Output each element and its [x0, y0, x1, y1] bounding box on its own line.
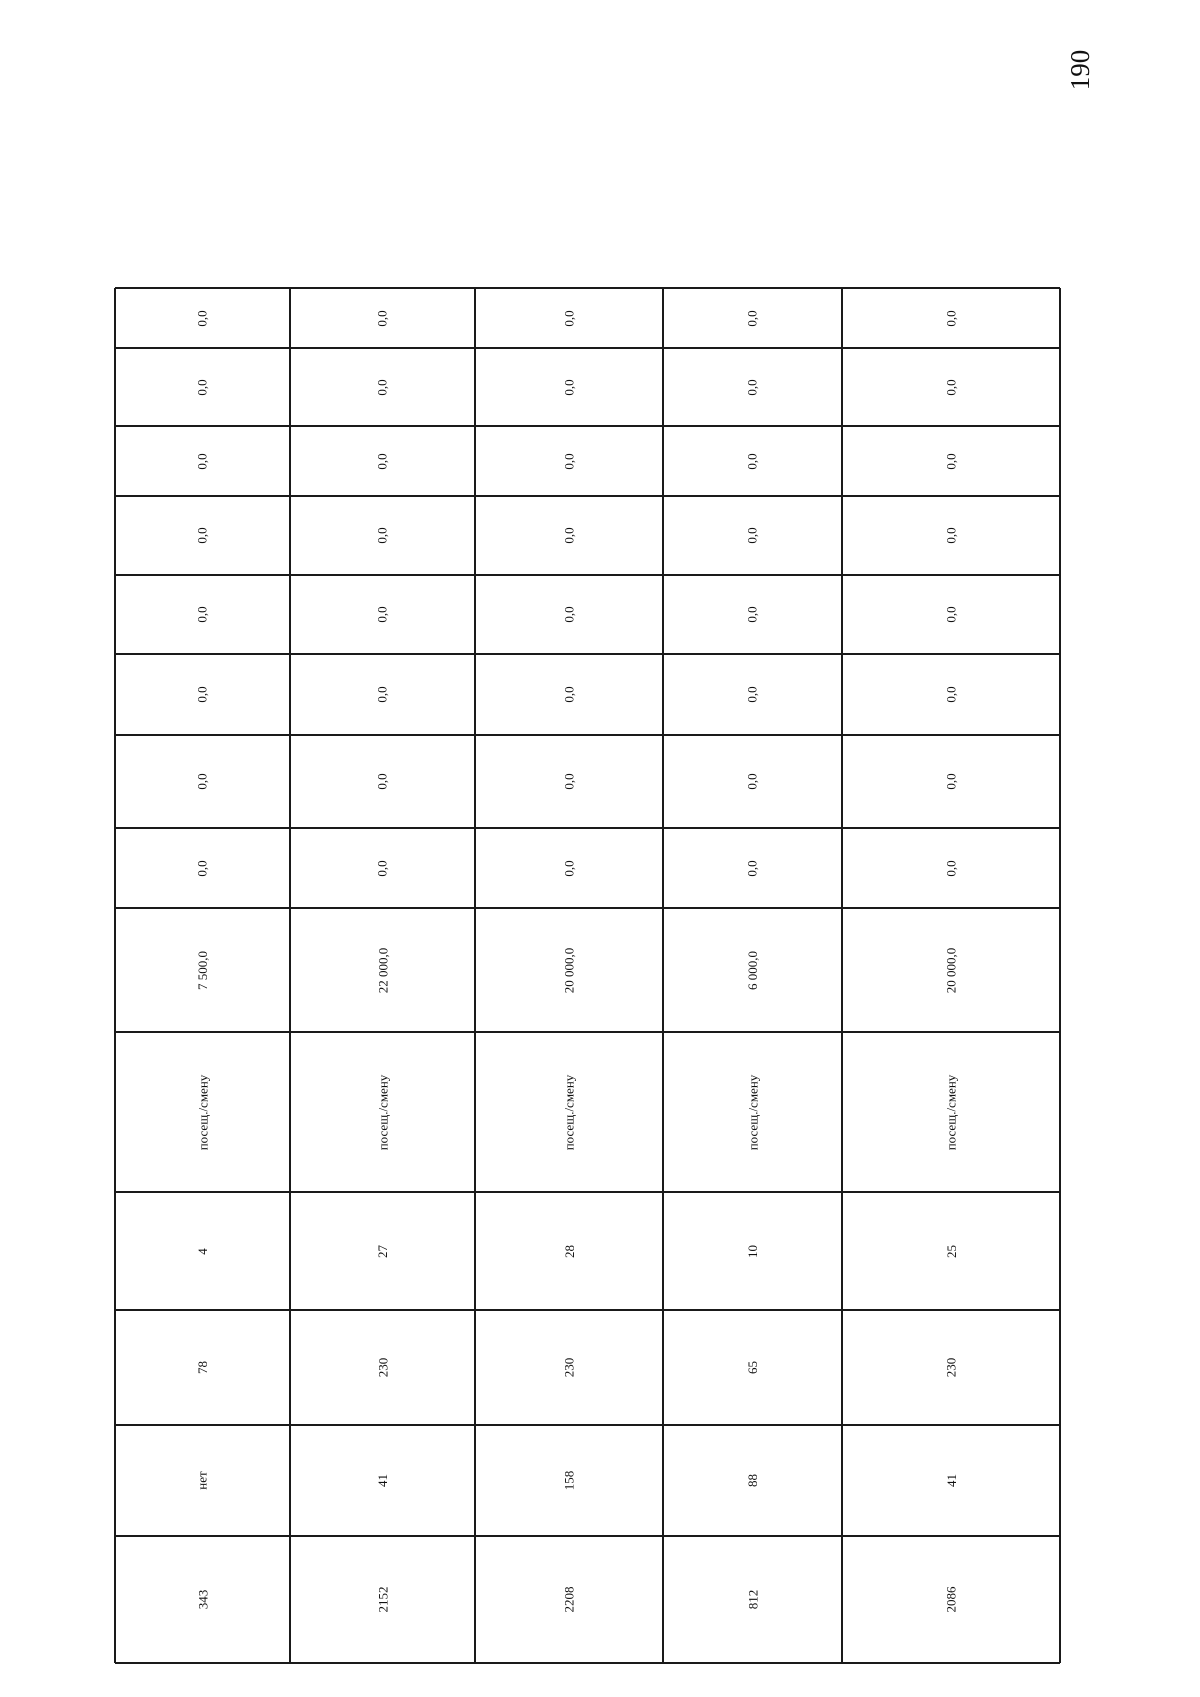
table-cell-text: 0,0	[561, 452, 577, 470]
table-cell	[115, 348, 290, 426]
table-cell	[115, 1425, 290, 1536]
table-cell-text: 0,0	[195, 859, 210, 877]
table-cell	[475, 654, 663, 735]
table-cell-text: 0,0	[375, 686, 390, 703]
table-cell	[115, 426, 290, 496]
table-cell	[842, 348, 1060, 426]
table-cell-text: 6 000,0	[745, 950, 760, 990]
table-cell-text: посещ./смену	[561, 1074, 577, 1150]
table-cell-text: 22 000,0	[375, 947, 390, 993]
table-cell-text: 0,0	[745, 452, 760, 470]
table-cell-text: 343	[195, 1589, 210, 1610]
table-cell	[290, 348, 475, 426]
table-cell-text: посещ./смену	[374, 1074, 390, 1150]
table-cell-text: 41	[943, 1474, 959, 1487]
table-cell	[115, 1192, 290, 1310]
table-cell-text: 0,0	[943, 452, 959, 470]
table-cell	[115, 828, 290, 908]
table-cell-text: 0,0	[375, 309, 390, 327]
table-cell-text: 4	[195, 1247, 210, 1255]
table-cell	[290, 496, 475, 575]
table-cell-text: 0,0	[745, 527, 760, 544]
table-cell	[290, 575, 475, 654]
page-number	[1050, 40, 1110, 100]
table-cell-text: 0,0	[195, 452, 210, 470]
table-cell-text: 0,0	[195, 773, 210, 790]
table-cell	[663, 1032, 842, 1192]
table-cell	[842, 1032, 1060, 1192]
table-cell-text: 0,0	[195, 378, 210, 396]
table-cell	[475, 575, 663, 654]
table-cell	[115, 288, 290, 348]
table-cell-text: 0,0	[195, 527, 210, 544]
table-cell	[290, 1032, 475, 1192]
table-cell	[290, 654, 475, 735]
table-cell	[475, 1310, 663, 1425]
table-cell-text: 0,0	[375, 859, 390, 877]
table-cell	[290, 288, 475, 348]
table-cell	[663, 288, 842, 348]
table-cell	[842, 735, 1060, 828]
table-cell	[290, 1536, 475, 1663]
table-cell-text: 0,0	[561, 527, 577, 544]
table-cell-text: 0,0	[745, 773, 760, 790]
table-cell-text: 0,0	[745, 378, 760, 396]
data-table	[115, 288, 1060, 1663]
table-cell	[115, 1032, 290, 1192]
table-cell-text: 0,0	[943, 527, 959, 544]
table-cell	[290, 1310, 475, 1425]
table-cell	[663, 426, 842, 496]
table-cell	[663, 1192, 842, 1310]
table-cell-text: 0,0	[943, 859, 959, 877]
table-cell	[663, 575, 842, 654]
table-cell	[115, 654, 290, 735]
table-cell-text: 2086	[943, 1586, 959, 1613]
table-cell	[115, 1536, 290, 1663]
table-cell	[290, 908, 475, 1032]
table-cell	[842, 575, 1060, 654]
table-cell-text: 2208	[561, 1586, 577, 1613]
table-cell-text: 78	[195, 1361, 210, 1374]
table-cell	[475, 288, 663, 348]
table-cell-text: 230	[561, 1357, 577, 1378]
table-cell-text: 0,0	[561, 606, 577, 623]
table-cell	[290, 426, 475, 496]
table-cell	[290, 1425, 475, 1536]
table-cell	[842, 426, 1060, 496]
table-cell-text: 7 500,0	[195, 950, 210, 990]
table-cell	[663, 1536, 842, 1663]
table-cell	[475, 348, 663, 426]
table-cell	[842, 1310, 1060, 1425]
table-cell-text: 10	[745, 1244, 760, 1258]
table-cell-text: 158	[561, 1470, 577, 1491]
table-cell	[842, 908, 1060, 1032]
table-cell-text: 0,0	[561, 309, 577, 327]
table-cell	[115, 735, 290, 828]
table-cell	[663, 496, 842, 575]
table-cell	[475, 1536, 663, 1663]
table-cell-text: 0,0	[375, 378, 390, 396]
table-cell	[663, 1425, 842, 1536]
table-cell-text: посещ./смену	[194, 1074, 210, 1150]
table-cell-text: 88	[745, 1474, 760, 1487]
table-cell-text: посещ./смену	[943, 1074, 959, 1150]
table-cell	[842, 1536, 1060, 1663]
table-cell	[663, 348, 842, 426]
table-cell	[663, 828, 842, 908]
table-cell	[842, 828, 1060, 908]
table-cell	[290, 1192, 475, 1310]
table-cell-text: 0,0	[195, 309, 210, 327]
table-cell	[475, 426, 663, 496]
table-cell-text: 0,0	[375, 452, 390, 470]
table-cell	[475, 1425, 663, 1536]
table-cell	[663, 735, 842, 828]
table-cell-text: 27	[375, 1244, 390, 1258]
table-cell-text: 0,0	[561, 773, 577, 790]
table-cell-text: 0,0	[943, 309, 959, 327]
table-cell	[842, 654, 1060, 735]
table-cell	[115, 908, 290, 1032]
table-cell	[842, 288, 1060, 348]
table-cell	[475, 1192, 663, 1310]
table-cell	[842, 1192, 1060, 1310]
table-cell-text: 0,0	[561, 686, 577, 703]
table-cell	[663, 1310, 842, 1425]
table-cell-text: 0,0	[943, 378, 959, 396]
table-cell	[475, 828, 663, 908]
table-cell-text: 0,0	[375, 527, 390, 544]
table-cell	[115, 496, 290, 575]
table-cell-text: 812	[745, 1589, 760, 1610]
table-cell-text: 0,0	[195, 686, 210, 703]
table-cell	[842, 496, 1060, 575]
table-cell-text: нет	[194, 1471, 210, 1490]
table-cell	[475, 496, 663, 575]
table-cell-text: 0,0	[375, 606, 390, 623]
table-cell	[475, 908, 663, 1032]
table-cell	[475, 1032, 663, 1192]
table-cell-text: 20 000,0	[943, 947, 959, 993]
table-cell-text: 0,0	[561, 859, 577, 877]
table-cell-text: 0,0	[561, 378, 577, 396]
table-cell-text: 0,0	[375, 773, 390, 790]
table-cell-text: 20 000,0	[561, 947, 577, 993]
table-cell-text: 0,0	[943, 773, 959, 790]
table-cell-text: 0,0	[745, 859, 760, 877]
table-cell-text: 2152	[375, 1586, 390, 1613]
table-cell-text: 41	[375, 1474, 390, 1487]
table-cell-text: 28	[561, 1244, 577, 1258]
table-cell	[290, 828, 475, 908]
table-cell	[663, 908, 842, 1032]
table-cell-text: 65	[745, 1361, 760, 1374]
table-cell-text: 0,0	[745, 686, 760, 703]
table-cell	[663, 654, 842, 735]
table-cell-text: 0,0	[195, 606, 210, 623]
table-cell-text: 230	[943, 1357, 959, 1378]
table-cell	[842, 1425, 1060, 1536]
table-cell	[115, 575, 290, 654]
page-number-text: 190	[1064, 49, 1095, 91]
table-cell-text: 25	[943, 1244, 959, 1258]
table-cell	[475, 735, 663, 828]
table-cell-text: 0,0	[943, 606, 959, 623]
table-cell-text: 230	[375, 1357, 390, 1378]
table-cell-text: 0,0	[745, 606, 760, 623]
table-cell	[115, 1310, 290, 1425]
table-cell-text: 0,0	[745, 309, 760, 327]
table-cell-text: посещ./смену	[744, 1074, 760, 1150]
table-cell-text: 0,0	[943, 686, 959, 703]
table-cell	[290, 735, 475, 828]
